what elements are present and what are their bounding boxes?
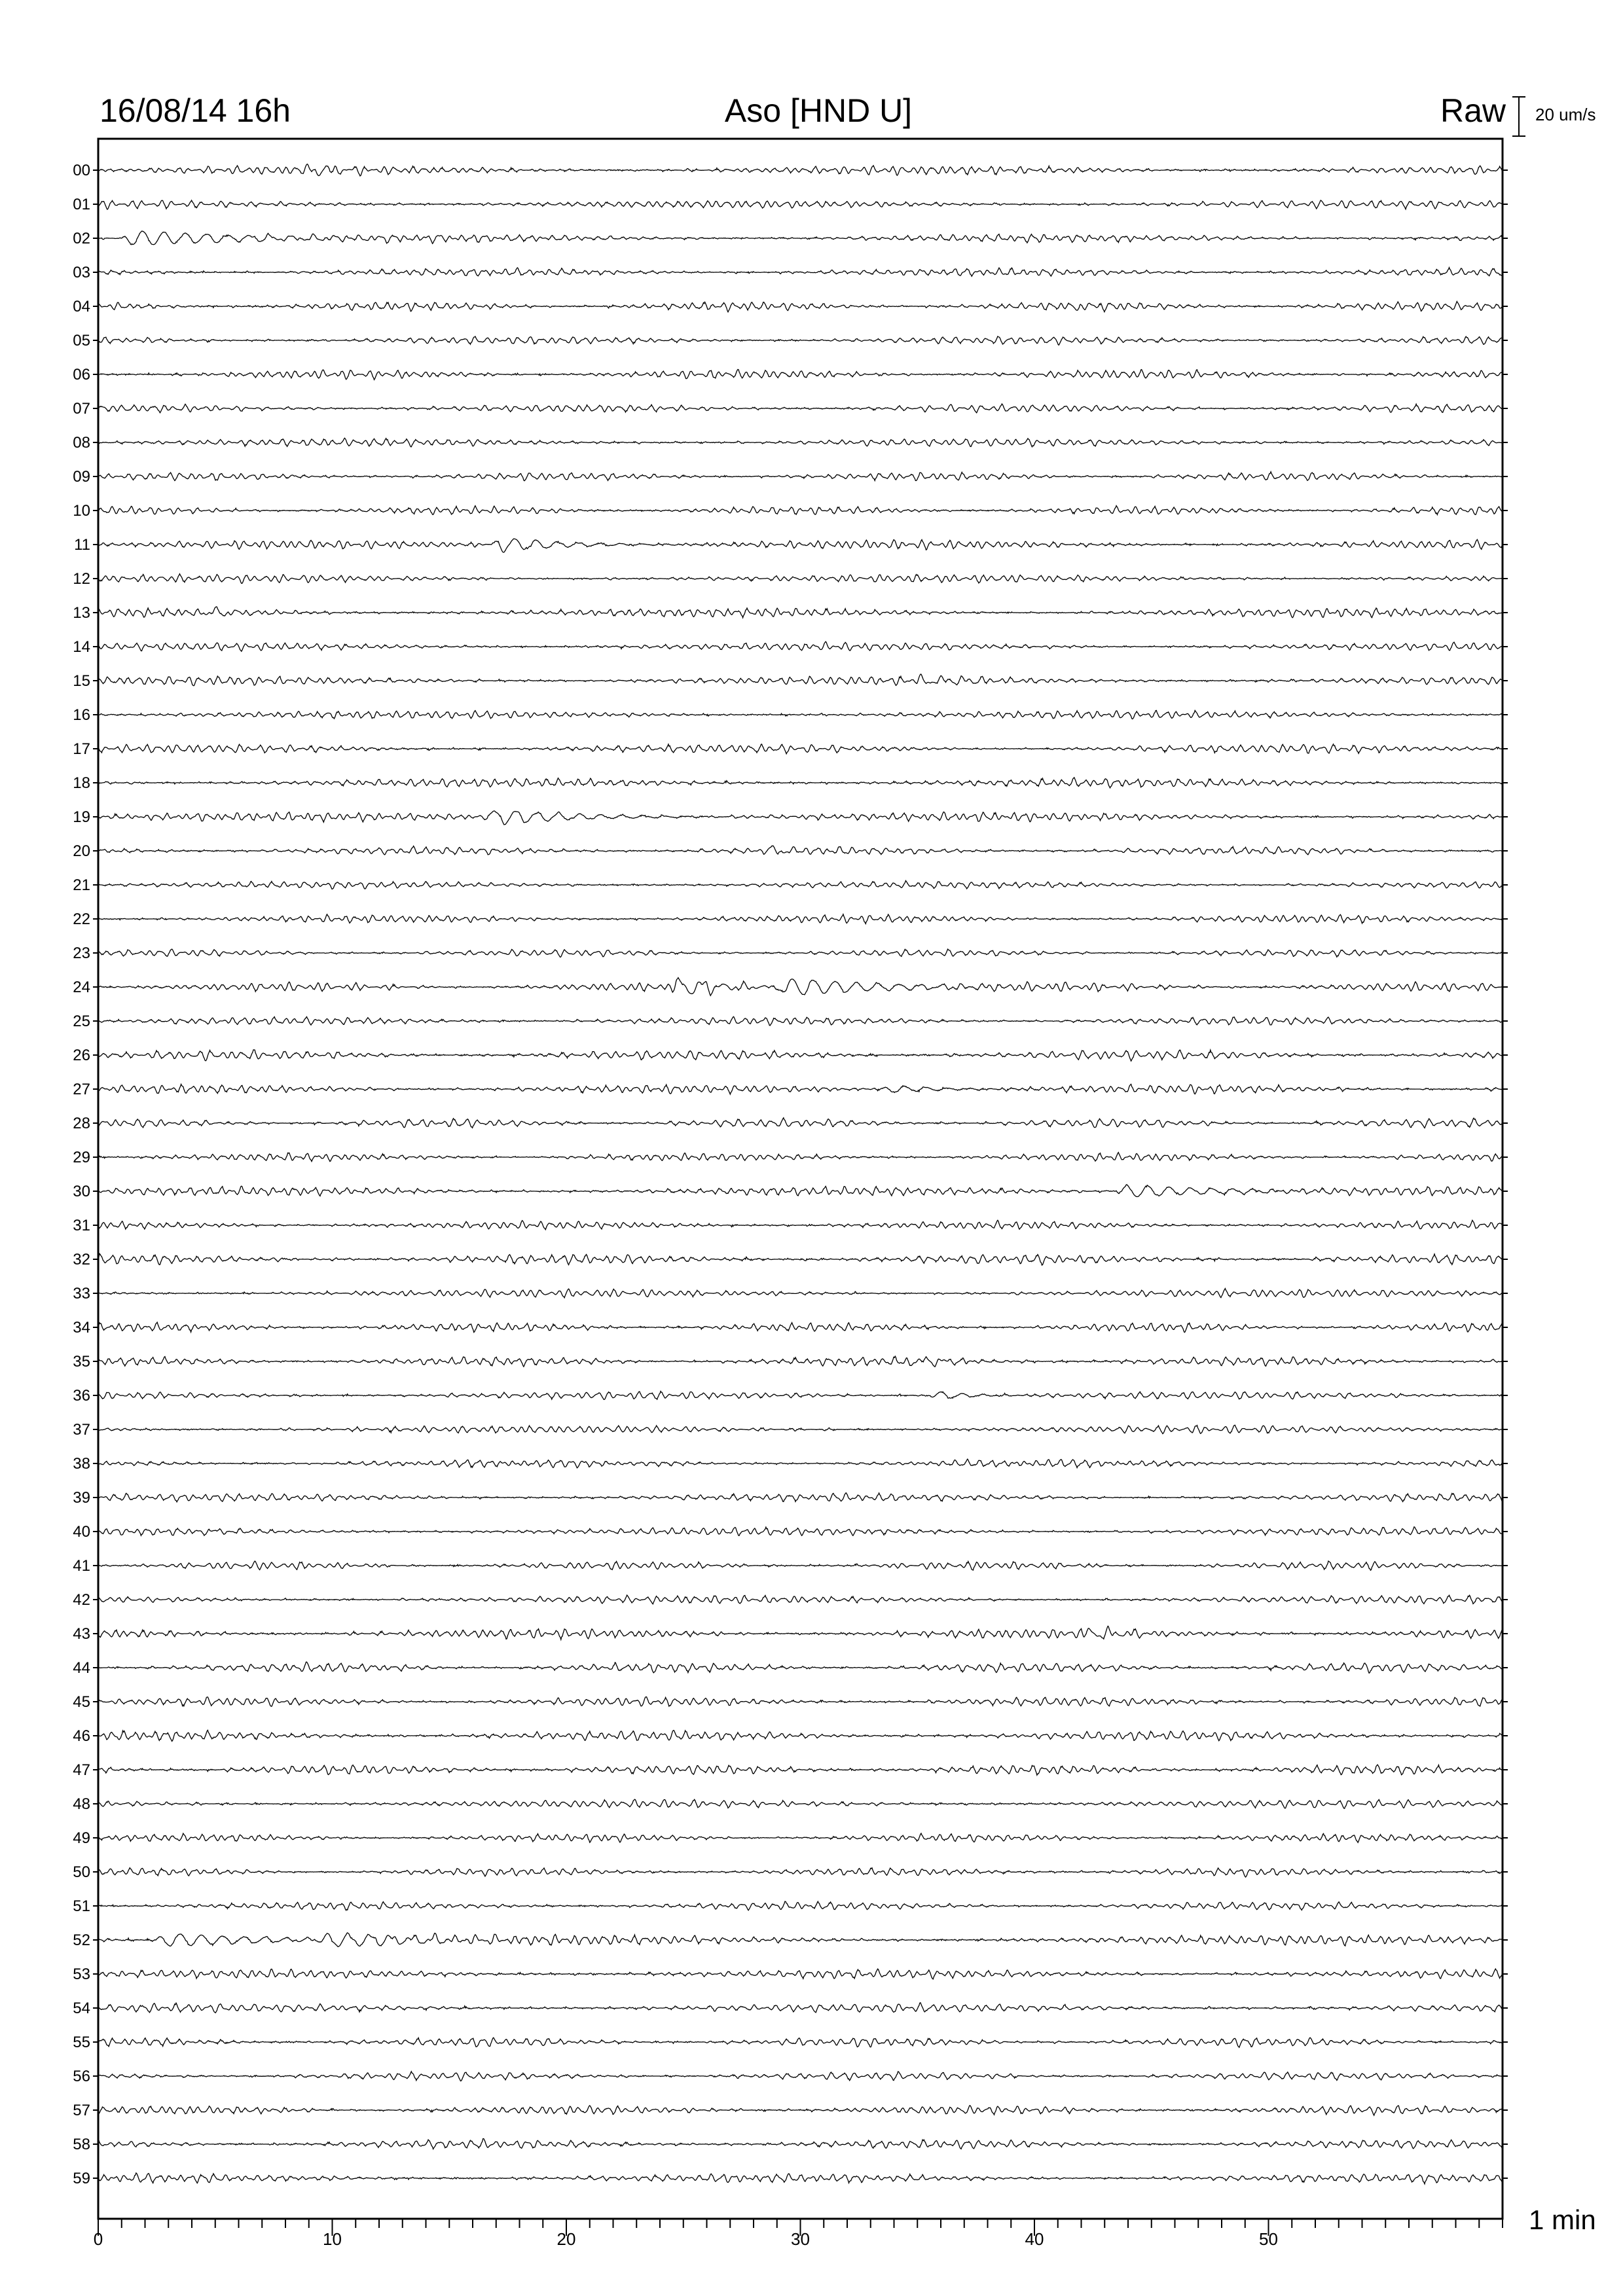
amplitude-scale-label: 20 um/s xyxy=(1535,105,1596,124)
row-label-11: 11 xyxy=(74,536,90,554)
seismic-trace-50 xyxy=(98,1868,1503,1877)
seismic-trace-01 xyxy=(98,200,1503,209)
row-label-16: 16 xyxy=(73,706,90,724)
seismic-trace-59 xyxy=(98,2173,1503,2184)
row-label-46: 46 xyxy=(73,1727,90,1745)
row-label-03: 03 xyxy=(73,264,90,281)
row-label-23: 23 xyxy=(73,944,90,962)
seismic-trace-23 xyxy=(98,949,1503,957)
seismic-trace-43 xyxy=(98,1626,1503,1640)
date-hour-label: 16/08/14 16h xyxy=(100,92,291,129)
seismic-trace-11 xyxy=(98,539,1503,552)
row-label-39: 39 xyxy=(73,1489,90,1507)
row-label-35: 35 xyxy=(73,1353,90,1371)
row-label-30: 30 xyxy=(73,1183,90,1200)
seismic-trace-58 xyxy=(98,2139,1503,2149)
seismic-trace-19 xyxy=(98,811,1503,825)
row-label-42: 42 xyxy=(73,1591,90,1609)
time-unit-label: 1 min xyxy=(1529,2204,1596,2235)
row-label-08: 08 xyxy=(73,434,90,452)
row-label-56: 56 xyxy=(73,2068,90,2085)
row-label-31: 31 xyxy=(73,1217,90,1234)
row-label-47: 47 xyxy=(73,1761,90,1779)
row-label-48: 48 xyxy=(73,1795,90,1813)
row-label-02: 02 xyxy=(73,230,90,247)
seismic-trace-53 xyxy=(98,1969,1503,1979)
row-label-07: 07 xyxy=(73,400,90,418)
row-label-28: 28 xyxy=(73,1115,90,1132)
row-label-45: 45 xyxy=(73,1693,90,1711)
row-label-58: 58 xyxy=(73,2136,90,2153)
seismic-trace-29 xyxy=(98,1153,1503,1162)
row-label-40: 40 xyxy=(73,1523,90,1541)
x-tick-label-30: 30 xyxy=(791,2229,810,2249)
row-label-13: 13 xyxy=(73,604,90,622)
row-label-53: 53 xyxy=(73,1965,90,1983)
seismic-trace-45 xyxy=(98,1697,1503,1707)
row-label-52: 52 xyxy=(73,1931,90,1949)
row-label-26: 26 xyxy=(73,1047,90,1064)
seismic-trace-18 xyxy=(98,778,1503,788)
x-tick-label-50: 50 xyxy=(1259,2229,1278,2249)
seismic-trace-13 xyxy=(98,607,1503,618)
seismic-trace-39 xyxy=(98,1493,1503,1502)
seismic-trace-00 xyxy=(98,164,1503,176)
row-label-55: 55 xyxy=(73,2034,90,2051)
seismic-trace-08 xyxy=(98,438,1503,446)
time-axis xyxy=(94,2219,1503,2249)
seismic-trace-27 xyxy=(98,1085,1503,1094)
row-label-49: 49 xyxy=(73,1829,90,1847)
seismic-trace-38 xyxy=(98,1459,1503,1468)
row-label-24: 24 xyxy=(73,978,90,996)
seismic-trace-10 xyxy=(98,506,1503,515)
seismic-trace-09 xyxy=(98,472,1503,481)
row-label-25: 25 xyxy=(73,1013,90,1030)
seismic-trace-15 xyxy=(98,674,1503,686)
row-label-05: 05 xyxy=(73,332,90,350)
seismic-trace-05 xyxy=(98,336,1503,345)
row-label-21: 21 xyxy=(73,876,90,894)
seismic-trace-48 xyxy=(98,1799,1503,1808)
row-label-33: 33 xyxy=(73,1285,90,1302)
row-label-09: 09 xyxy=(73,468,90,486)
row-label-54: 54 xyxy=(73,2000,90,2017)
seismic-trace-37 xyxy=(98,1425,1503,1433)
seismic-trace-04 xyxy=(98,302,1503,312)
seismic-trace-25 xyxy=(98,1016,1503,1026)
row-label-20: 20 xyxy=(73,842,90,860)
seismic-trace-07 xyxy=(98,404,1503,413)
seismic-trace-52 xyxy=(98,1933,1503,1946)
seismic-trace-55 xyxy=(98,2037,1503,2047)
seismic-trace-03 xyxy=(98,268,1503,277)
seismic-trace-06 xyxy=(98,369,1503,380)
row-label-32: 32 xyxy=(73,1251,90,1268)
seismic-trace-40 xyxy=(98,1527,1503,1535)
seismic-trace-26 xyxy=(98,1050,1503,1061)
row-label-06: 06 xyxy=(73,366,90,384)
row-label-27: 27 xyxy=(73,1081,90,1098)
seismic-trace-35 xyxy=(98,1356,1503,1367)
row-label-17: 17 xyxy=(73,740,90,758)
seismic-trace-16 xyxy=(98,710,1503,719)
seismic-trace-49 xyxy=(98,1833,1503,1842)
seismic-trace-36 xyxy=(98,1391,1503,1400)
row-label-10: 10 xyxy=(73,502,90,520)
seismic-trace-47 xyxy=(98,1765,1503,1775)
row-label-14: 14 xyxy=(73,638,90,656)
row-label-22: 22 xyxy=(73,910,90,928)
seismic-trace-34 xyxy=(98,1322,1503,1333)
row-label-34: 34 xyxy=(73,1319,90,1336)
seismic-trace-51 xyxy=(98,1901,1503,1910)
row-label-00: 00 xyxy=(73,162,90,179)
seismic-trace-24 xyxy=(98,978,1503,996)
row-label-19: 19 xyxy=(73,808,90,826)
row-label-50: 50 xyxy=(73,1863,90,1881)
seismic-trace-44 xyxy=(98,1662,1503,1673)
row-label-57: 57 xyxy=(73,2102,90,2119)
seismic-trace-20 xyxy=(98,846,1503,855)
row-label-group xyxy=(73,162,1508,2187)
station-title: Aso [HND U] xyxy=(724,92,913,129)
row-label-41: 41 xyxy=(73,1557,90,1575)
seismic-trace-30 xyxy=(98,1185,1503,1197)
seismic-trace-57 xyxy=(98,2106,1503,2115)
row-label-29: 29 xyxy=(73,1149,90,1166)
seismic-trace-12 xyxy=(98,574,1503,584)
row-label-43: 43 xyxy=(73,1625,90,1643)
trace-group xyxy=(98,164,1503,2184)
seismic-trace-41 xyxy=(98,1561,1503,1570)
row-label-36: 36 xyxy=(73,1387,90,1405)
seismic-trace-14 xyxy=(98,641,1503,651)
row-label-59: 59 xyxy=(73,2170,90,2187)
seismic-trace-56 xyxy=(98,2072,1503,2081)
row-label-15: 15 xyxy=(73,672,90,690)
x-tick-label-0: 0 xyxy=(93,2229,103,2249)
row-label-04: 04 xyxy=(73,298,90,315)
row-label-44: 44 xyxy=(73,1659,90,1677)
x-tick-label-10: 10 xyxy=(323,2229,342,2249)
seismic-trace-28 xyxy=(98,1118,1503,1128)
seismic-trace-32 xyxy=(98,1254,1503,1266)
row-label-18: 18 xyxy=(73,774,90,792)
seismic-trace-33 xyxy=(98,1289,1503,1298)
seismic-trace-17 xyxy=(98,744,1503,754)
seismic-trace-54 xyxy=(98,2003,1503,2013)
row-label-38: 38 xyxy=(73,1455,90,1473)
row-label-12: 12 xyxy=(73,570,90,588)
row-label-37: 37 xyxy=(73,1421,90,1439)
row-label-01: 01 xyxy=(73,196,90,213)
seismic-trace-46 xyxy=(98,1731,1503,1742)
seismic-trace-02 xyxy=(98,231,1503,245)
row-label-51: 51 xyxy=(73,1897,90,1915)
plot-mode-label: Raw xyxy=(1440,92,1506,129)
seismic-trace-31 xyxy=(98,1220,1503,1229)
x-tick-label-40: 40 xyxy=(1025,2229,1044,2249)
seismic-trace-42 xyxy=(98,1595,1503,1604)
x-tick-label-20: 20 xyxy=(556,2229,576,2249)
seismic-trace-22 xyxy=(98,914,1503,924)
seismic-trace-21 xyxy=(98,881,1503,889)
